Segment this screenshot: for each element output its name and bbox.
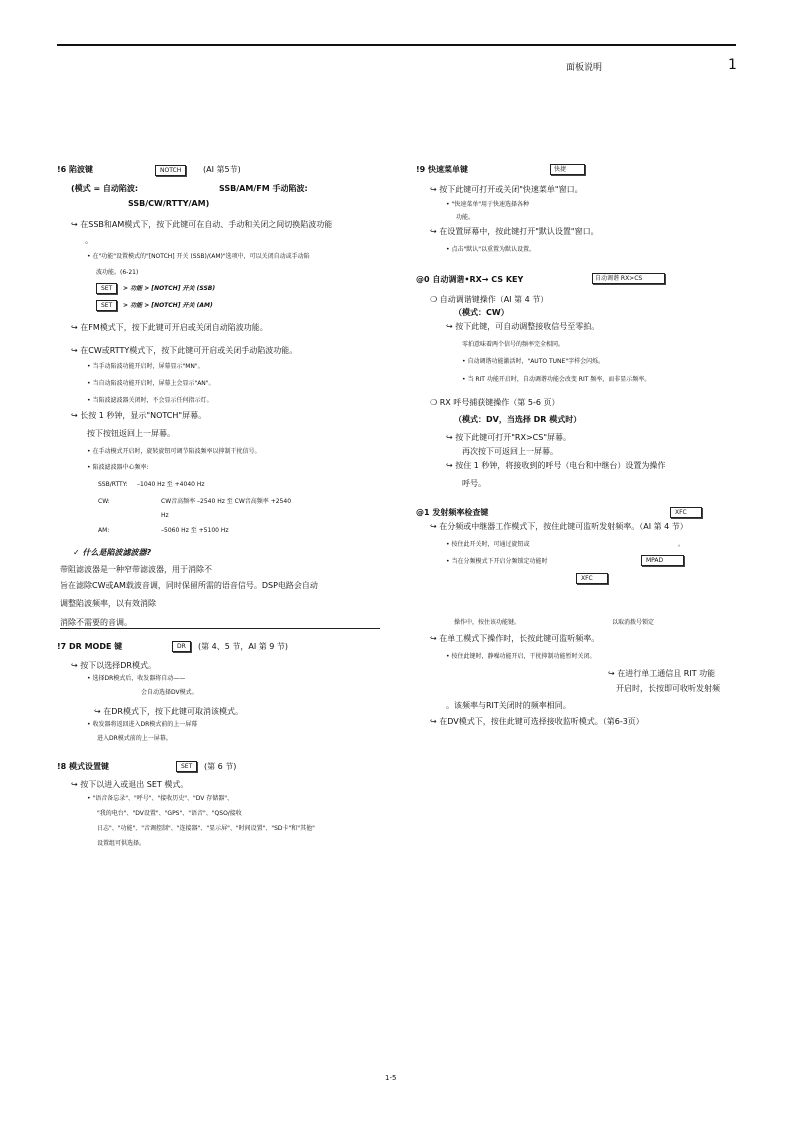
xfc-sub-1b: 以取消拨号锁定 [612,619,655,626]
notch-ref: (AI 第5节) [203,165,241,174]
drmode-title: !7 DR MODE 键 [57,642,123,651]
drmode-bullet-2: • 收发器将返回进入DR模式前的上一屏幕 [87,721,198,728]
notch-line-4: ↪ 长按 1 秒钟，显示"NOTCH"屏幕。 [71,411,207,420]
xfc-line-4: 。该频率与RIT关闭时的频率相同。 [446,701,571,710]
xfc-sub-1: 操作中，按住该功能键。 [454,619,521,626]
notch-path-2: > 功能 > [NOTCH] 开关 (AM) [123,302,213,309]
xfc-line-3: ↪ 在进行单工通信且 RIT 功能 [608,669,716,678]
setkey-title: !8 模式设置键 [57,762,109,771]
set-key-1: SET [96,283,117,294]
xfc-line-1: ↪ 在分频或中继器工作模式下，按住此键可监听发射频率。（AI 第 4 节） [430,522,688,531]
header-rule [57,44,736,46]
quick-line-1: ↪ 按下此键可打开或关闭"快速菜单"窗口。 [430,185,583,194]
autotune-sub-1: 零拍意味着两个信号的频率完全相同。 [462,341,565,348]
setkey-bullet-1d: 设置组可供选择。 [97,840,146,847]
set-mode-key: SET [176,761,197,772]
notch-line-5: 按下按钮返回上一屏幕。 [87,429,175,438]
xfc-bullet-1b: 。 [678,541,685,548]
freq-ssb-value: –1040 Hz 至 +4040 Hz [137,481,205,488]
autotune-key: 自动调谐 RX>CS [592,273,665,284]
notch-mode-3: SSB/CW/RTTY/AM) [128,199,210,208]
drmode-bullet-1b: 会自动选择DV模式。 [141,689,198,696]
drmode-line-2: ↪ 在DR模式下，按下此键可取消该模式。 [94,707,243,716]
quick-bullet-1: • "快速菜单"用于快速选择各种 [446,201,529,208]
quick-line-2: ↪ 在设置屏幕中，按此键打开"默认设置"窗口。 [430,227,599,236]
rxcs-mode: （模式：DV，当选择 DR 模式时） [454,415,582,424]
notch-bullet-3: • 当自动陷波功能开启时，屏幕上会显示"AN"。 [87,380,215,387]
setkey-ref: (第 6 节) [204,762,237,771]
autotune-mode-1: （模式：CW） [454,308,509,317]
mpad-key: MPAD [641,555,684,566]
quick-bullet-1b: 功能。 [456,214,475,221]
xfc-bullet-3: • 按住此键时，静噪功能开启，干扰抑制功能暂时关闭。 [446,653,596,660]
autotune-line-1: ↪ 按下此键，可自动调整接收信号至零拍。 [446,322,600,331]
quick-title: !9 快速菜单键 [416,165,468,174]
drmode-bullet-2b: 进入DR模式前的上一屏幕。 [97,735,172,742]
xfc-line-5: ↪ 在DV模式下，按住此键可选择接收监听模式。（第6-3页） [430,717,644,726]
notch-bullet-5: • 在手动模式开启时，旋转旋钮可调节陷波频率以抑制干扰信号。 [87,448,261,455]
notch-key: NOTCH [155,165,186,176]
autotune-bullet-2: • 当 RIT 功能开启时，自动调谐功能会改变 RIT 频率，而非显示频率。 [462,376,651,383]
notch-bullet-2: • 当手动陷波功能开启时，屏幕显示"MN"。 [87,363,204,370]
quick-key: 快捷 [550,164,585,175]
dr-key: DR [172,641,191,652]
what-text-3: 调整陷波频率，以有效消除 [60,599,156,608]
autotune-title: @0 自动调谐•RX→ CS KEY [416,275,524,284]
xfc-line-3b: 开启时，长按即可收听发射频 [616,684,720,693]
setkey-bullet-1b: "我的电台"、"DV设置"、"GPS"、"语音"、"QSO/接收 [97,810,242,817]
notch-bullet-6: • 陷波滤波器中心频率: [87,464,149,471]
setkey-bullet-1: • "语音备忘录"、"呼号"、"接收历史"、"DV 存储器"、 [87,795,234,802]
drmode-ref: (第 4、5 节，AI 第 9 节) [198,642,289,651]
drmode-line-1: ↪ 按下以选择DR模式。 [71,661,156,670]
notch-line-2: ↪ 在FM模式下，按下此键可开启或关闭自动陷波功能。 [71,323,268,332]
xfc-key-2: XFC [576,573,608,584]
freq-cw-value: CW音高频率 –2540 Hz 至 CW音高频率 +2540 [161,498,292,505]
notch-path-1: > 功能 > [NOTCH] 开关 (SSB) [123,285,216,292]
notch-line-1: ↪ 在SSB和AM模式下，按下此键可在自动、手动和关闭之间切换陷波功能 [71,220,333,229]
notch-title: !6 陷波键 [57,165,93,174]
freq-am-label: AM: [98,527,110,534]
setkey-line-1: ↪ 按下以进入或退出 SET 模式。 [71,780,189,789]
page-footer: 1-5 [385,1074,397,1082]
autotune-bullet-1: • 自动调谐功能激活时，"AUTO TUNE"字样会闪烁。 [462,358,605,365]
xfc-bullet-1: • 按住此开关时，可通过旋钮或 [446,541,530,548]
rxcs-line-1b: 再次按下可返回上一屏幕。 [462,447,558,456]
setkey-bullet-1c: 日志"、"功能"、"音调控制"、"连接器"、"显示屏"、"时间设置"、"SD卡"和"其他" [97,825,315,832]
freq-am-value: –5060 Hz 至 +5100 Hz [161,527,229,534]
xfc-line-2: ↪ 在单工模式下操作时，长按此键可监听频率。 [430,634,600,643]
freq-cw-value-2: Hz [161,512,169,519]
quick-bullet-2: • 点击"默认"以重置为默认设置。 [446,246,535,253]
header-page-number: 1 [728,57,737,73]
header-title: 面板说明 [566,63,603,73]
rxcs-op: ❍ RX 呼号捕获键操作（第 5-6 页） [430,398,560,407]
notch-bullet-4: • 当陷波滤波器关闭时，不会显示任何指示灯。 [87,397,213,404]
notch-bullet-1b: 波功能。(6-21) [96,269,139,276]
freq-ssb-label: SSB/RTTY: [98,481,128,488]
rxcs-line-1: ↪ 按下此键可打开"RX>CS"屏幕。 [446,433,572,442]
xfc-key: XFC [670,507,702,518]
set-key-2: SET [96,300,117,311]
what-is-notch-title: ✓ 什么是陷波滤波器? [73,548,152,557]
rxcs-line-2: ↪ 按住 1 秒钟，将接收到的呼号（电台和中继台）设置为操作 [446,461,666,470]
autotune-op-1: ❍ 自动调谐键操作（AI 第 4 节） [430,295,549,304]
what-text-1: 带阻滤波器是一种窄带滤波器，用于消除不 [60,565,212,574]
notch-bullet-1: • 在"功能"设置模式的"[NOTCH] 开关 (SSB)/(AM)"选项中，可以关闭自动或手动陷 [87,253,310,260]
xfc-bullet-2: • 当在分频模式下开启分频锁定功能时 [446,558,548,565]
what-text-2: 旨在滤除CW或AM载波音调，同时保留所需的语音信号。DSP电路会自动 [60,581,318,590]
xfc-title: @1 发射频率检查键 [416,508,489,517]
drmode-bullet-1: • 选择DR模式后，收发器将自动—— [87,675,186,682]
notch-line-1b: 。 [85,236,93,245]
notch-mode-2: SSB/AM/FM 手动陷波: [219,184,308,193]
rxcs-line-2b: 呼号。 [462,479,486,488]
freq-cw-label: CW: [98,498,110,505]
notch-line-3: ↪ 在CW或RTTY模式下，按下此键可开启或关闭手动陷波功能。 [71,346,298,355]
what-text-4: 消除不需要的音调。 [60,617,380,629]
notch-mode-1: (模式 = 自动陷波: [71,184,139,193]
